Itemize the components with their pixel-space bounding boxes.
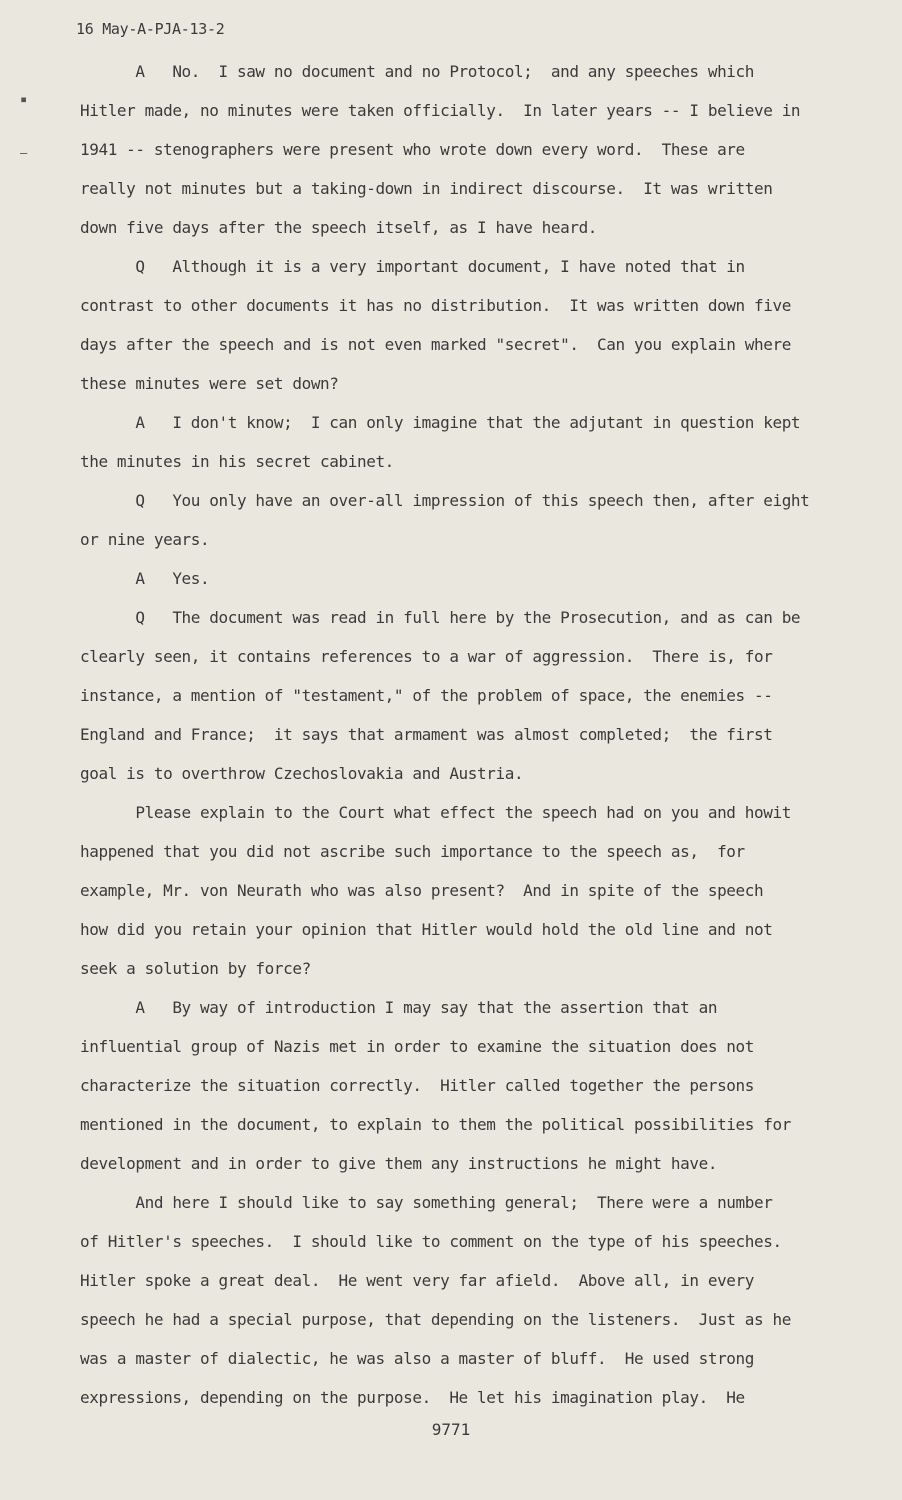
text-line: of Hitler's speeches. I should like to comment on the type of his speeches. — [80, 1232, 782, 1251]
text-line: characterize the situation correctly. Hitler called together the persons — [80, 1076, 754, 1095]
text-line: was a master of dialectic, he was also a master of bluff. He used strong — [80, 1349, 754, 1368]
text-line: example, Mr. von Neurath who was also present? And in spite of the speech — [80, 881, 764, 900]
text-line: these minutes were set down? — [80, 374, 339, 393]
text-line: development and in order to give them any instructions he might have. — [80, 1154, 718, 1173]
text-line: contrast to other documents it has no distribution. It was written down five — [80, 296, 791, 315]
text-line: Hitler made, no minutes were taken officially. In later years -- I believe in — [80, 101, 801, 120]
text-line: goal is to overthrow Czechoslovakia and Austria. — [80, 764, 524, 783]
text-line: the minutes in his secret cabinet. — [80, 452, 394, 471]
text-line: seek a solution by force? — [80, 959, 311, 978]
text-line: or nine years. — [80, 530, 210, 549]
text-line: instance, a mention of "testament," of the problem of space, the enemies -- — [80, 686, 773, 705]
text-line: speech he had a special purpose, that depending on the listeners. Just as he — [80, 1310, 791, 1329]
margin-dash-mark: – — [20, 146, 28, 160]
text-line: influential group of Nazis met in order to examine the situation does not — [80, 1037, 754, 1056]
text-line: A No. I saw no document and no Protocol; and any speeches which — [80, 62, 754, 81]
text-line: how did you retain your opinion that Hitler would hold the old line and not — [80, 920, 773, 939]
text-line: clearly seen, it contains references to a war of aggression. There is, for — [80, 647, 773, 666]
text-line: England and France; it says that armament was almost completed; the first — [80, 725, 773, 744]
text-line: And here I should like to say something general; There were a number — [80, 1193, 773, 1212]
text-line: really not minutes but a taking-down in indirect discourse. It was written — [80, 179, 773, 198]
text-line: happened that you did not ascribe such importance to the speech as, for — [80, 842, 745, 861]
page-number: 9771 — [431, 1420, 471, 1439]
text-line: mentioned in the document, to explain to them the political possibilities for — [80, 1115, 791, 1134]
text-line: Hitler spoke a great deal. He went very far afield. Above all, in every — [80, 1271, 754, 1290]
text-line: down five days after the speech itself, as I have heard. — [80, 218, 598, 237]
text-line: A I don't know; I can only imagine that the adjutant in question kept — [80, 413, 801, 432]
margin-dot-mark: ▪ — [20, 92, 28, 106]
text-line: A By way of introduction I may say that the assertion that an — [80, 998, 718, 1017]
text-line: Q Although it is a very important document, I have noted that in — [80, 257, 745, 276]
text-line: Please explain to the Court what effect the speech had on you and howit — [80, 803, 791, 822]
text-line: A Yes. — [80, 569, 210, 588]
transcript-body — [80, 52, 840, 1417]
text-line: Q The document was read in full here by the Prosecution, and as can be — [80, 608, 801, 627]
page-header-reference: 16 May-A-PJA-13-2 — [76, 20, 225, 38]
text-line: Q You only have an over-all impression of this speech then, after eight — [80, 491, 810, 510]
text-line: 1941 -- stenographers were present who wrote down every word. These are — [80, 140, 745, 159]
text-line: expressions, depending on the purpose. He let his imagination play. He — [80, 1388, 745, 1407]
text-line: days after the speech and is not even marked "secret". Can you explain where — [80, 335, 791, 354]
